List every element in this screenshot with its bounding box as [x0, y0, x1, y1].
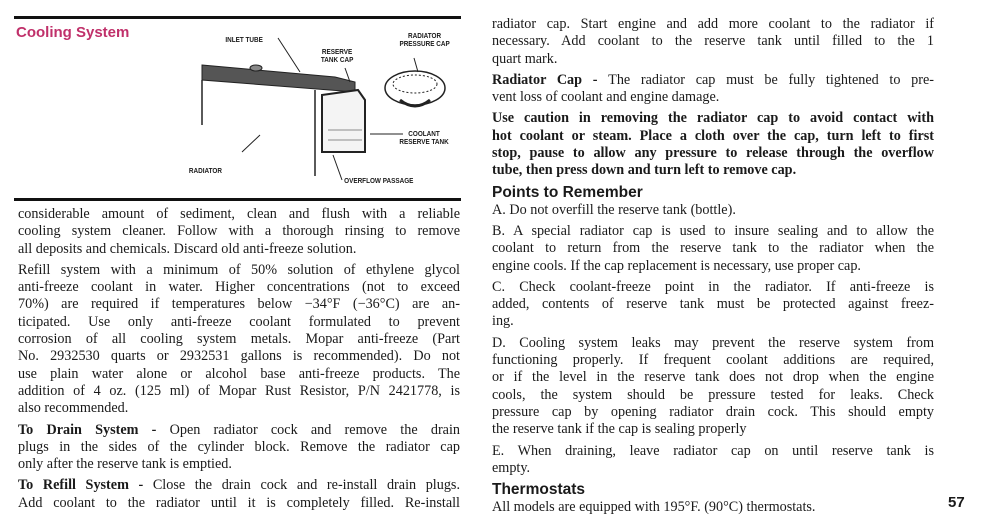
text-line: [492, 460, 934, 477]
paragraph: [492, 202, 934, 219]
text-line: [492, 128, 934, 145]
text-line: [18, 400, 460, 417]
right-column: [492, 16, 934, 520]
line-text: functioning properly. If frequent coolant additions are required,: [492, 352, 934, 369]
text-line: [492, 369, 934, 386]
text-line: [492, 404, 934, 421]
label-inlet-tube: INLET TUBE: [225, 35, 263, 44]
line-text: coolant to return from the reserve tank to the radiator when the: [492, 240, 934, 257]
text-line: [18, 439, 460, 456]
text-line: [18, 422, 460, 439]
line-text: or if the level in the reserve tank does not drop when the engine: [492, 369, 934, 386]
paragraph-lead: To Refill System -: [18, 477, 153, 494]
line-text: A. Do not overfill the reserve tank (bottle).: [492, 201, 736, 218]
top-rule: [14, 16, 461, 19]
text-line: [492, 72, 934, 89]
line-text: cools, the system should be pressure tested for leaks. Check: [492, 386, 934, 403]
paragraph: [18, 206, 460, 258]
text-line: [492, 16, 934, 33]
line-text: ing.: [492, 313, 514, 330]
paragraph: [492, 72, 934, 107]
section-title: Cooling System: [16, 24, 130, 41]
text-line: [492, 352, 934, 369]
text-line: [18, 477, 460, 494]
paragraph: [492, 335, 934, 439]
line-text: All models are equipped with 195°F. (90°C) thermostats.: [492, 499, 816, 516]
text-line: [18, 206, 460, 223]
label-radiator: RADIATOR: [188, 166, 222, 175]
line-text: only after the reserve tank is emptied.: [18, 456, 232, 473]
line-text: Close the drain cock and re-install drain plugs.: [152, 477, 461, 494]
text-line: [18, 366, 460, 383]
text-line: [492, 51, 934, 68]
label-pressure-cap: [399, 32, 449, 48]
paragraph: [492, 223, 934, 275]
text-line: [18, 314, 460, 331]
text-line: [18, 383, 460, 400]
text-line: [18, 348, 460, 365]
paragraph: [492, 16, 934, 68]
text-line: [492, 89, 934, 106]
line-text: radiator cap. Start engine and add more coolant to the radiator if: [492, 16, 934, 32]
text-line: [492, 335, 934, 352]
text-line: [492, 110, 934, 127]
line-text: ticipated. Use only anti-freeze coolant formulated to prevent: [18, 313, 460, 330]
line-text: addition of 4 oz. (125 ml) of Mopar Rust Resistor, P/N 2421778, is: [18, 382, 460, 399]
paragraph: [18, 422, 460, 474]
figure-bottom-rule: [14, 198, 461, 201]
text-line: [492, 387, 934, 404]
line-text: engine cools. If the cap replacement is necessary, use proper cap.: [492, 257, 861, 274]
line-text: use plain water alone or alcohol base anti-freeze products. The: [18, 365, 460, 382]
text-line: [492, 279, 934, 296]
label-line: TANK CAP: [320, 55, 354, 64]
paragraph: [492, 110, 934, 179]
line-text: Refill system with a minimum of 50% solution of ethylene glycol: [18, 261, 460, 278]
line-text: cooling system cleaner. Follow with a thorough rinsing to remove: [18, 223, 460, 240]
label-coolant-reserve-tank: [399, 130, 448, 146]
line-text: plugs in the sides of the cylinder block. Remove the radiator cap: [18, 438, 460, 455]
label-line: COOLANT: [408, 129, 440, 138]
label-overflow-passage: OVERFLOW PASSAGE: [344, 176, 414, 185]
text-line: [492, 499, 934, 516]
label-reserve-tank-cap: [321, 48, 353, 64]
text-line: [492, 223, 934, 240]
paragraph-lead: Radiator Cap -: [492, 71, 609, 88]
paragraph: [492, 499, 934, 516]
line-text: Use caution in removing the radiator cap to avoid contact with: [492, 110, 934, 127]
section-heading: Points to Remember: [492, 183, 643, 201]
line-text: also recommended.: [18, 400, 129, 417]
text-line: [18, 279, 460, 296]
line-text: the reserve tank if the cap is sealing properly: [492, 421, 747, 438]
text-line: [18, 331, 460, 348]
text-line: [492, 145, 934, 162]
text-line: [18, 223, 460, 240]
text-line: [492, 421, 934, 438]
text-line: [492, 258, 934, 275]
line-text: No. 2932530 quarts or 2932531 gallons is recommended). Do not: [18, 348, 460, 365]
text-line: [492, 296, 934, 313]
text-line: [492, 162, 934, 179]
line-text: necessary. Add coolant to the reserve tank until filled to the 1: [492, 33, 934, 50]
label-line: RESERVE: [321, 47, 353, 56]
line-text: 70%) are required if temperatures below −34°F (−36°C) are an-: [18, 296, 460, 313]
label-line: RESERVE TANK: [399, 137, 449, 146]
text-line: [492, 443, 934, 460]
line-text: D. Cooling system leaks may prevent the reserve system from: [492, 334, 934, 351]
text-line: [492, 240, 934, 257]
line-text: quart mark.: [492, 50, 558, 67]
line-text: tube, then press down and turn left to remove cap.: [492, 162, 797, 179]
text-line: [18, 495, 460, 512]
line-text: vent loss of coolant and engine damage.: [492, 89, 720, 106]
line-text: corrosion of all cooling system metals. Mopar anti-freeze (Part: [18, 331, 460, 348]
line-text: pressure cap by opening radiator drain cock. This should empty: [492, 403, 934, 420]
line-text: hot coolant or steam. Place a cloth over the cap, turn left to first: [492, 127, 934, 144]
line-text: C. Check coolant-freeze point in the radiator. If anti-freeze is: [492, 278, 934, 295]
line-text: empty.: [492, 459, 531, 476]
paragraph: [18, 477, 460, 512]
line-text: The radiator cap must be fully tightened to pre-: [608, 71, 934, 88]
line-text: considerable amount of sediment, clean and flush with a reliable: [18, 206, 460, 222]
paragraph: [18, 262, 460, 418]
text-line: [18, 262, 460, 279]
line-text: all deposits and chemicals. Discard old anti-freeze solution.: [18, 240, 357, 257]
paragraph: [492, 279, 934, 331]
text-line: [18, 296, 460, 313]
line-text: stop, pause to allow any pressure to release through the overflow: [492, 145, 934, 162]
line-text: Open radiator cock and remove the drain: [169, 421, 460, 438]
paragraph: [492, 443, 934, 478]
text-line: [492, 33, 934, 50]
line-text: E. When draining, leave radiator cap on until reserve tank is: [492, 442, 934, 459]
section-heading: Thermostats: [492, 481, 586, 499]
label-line: RADIATOR: [408, 31, 442, 40]
line-text: B. A special radiator cap is used to insure sealing and to allow the: [492, 222, 934, 239]
line-text: anti-freeze coolant in water. Higher concentrations (not to exceed: [18, 279, 460, 296]
text-line: [492, 313, 934, 330]
page-number: 57: [948, 494, 965, 511]
left-column: [18, 206, 460, 516]
line-text: Add coolant to the radiator until it is completely filled. Re-install: [18, 494, 460, 511]
paragraph-lead: To Drain System -: [18, 421, 170, 438]
text-line: [492, 202, 934, 219]
label-line: PRESSURE CAP: [399, 39, 450, 48]
text-line: [18, 241, 460, 258]
text-line: [18, 456, 460, 473]
line-text: added, contents of reserve tank must be protected against freez-: [492, 296, 934, 313]
